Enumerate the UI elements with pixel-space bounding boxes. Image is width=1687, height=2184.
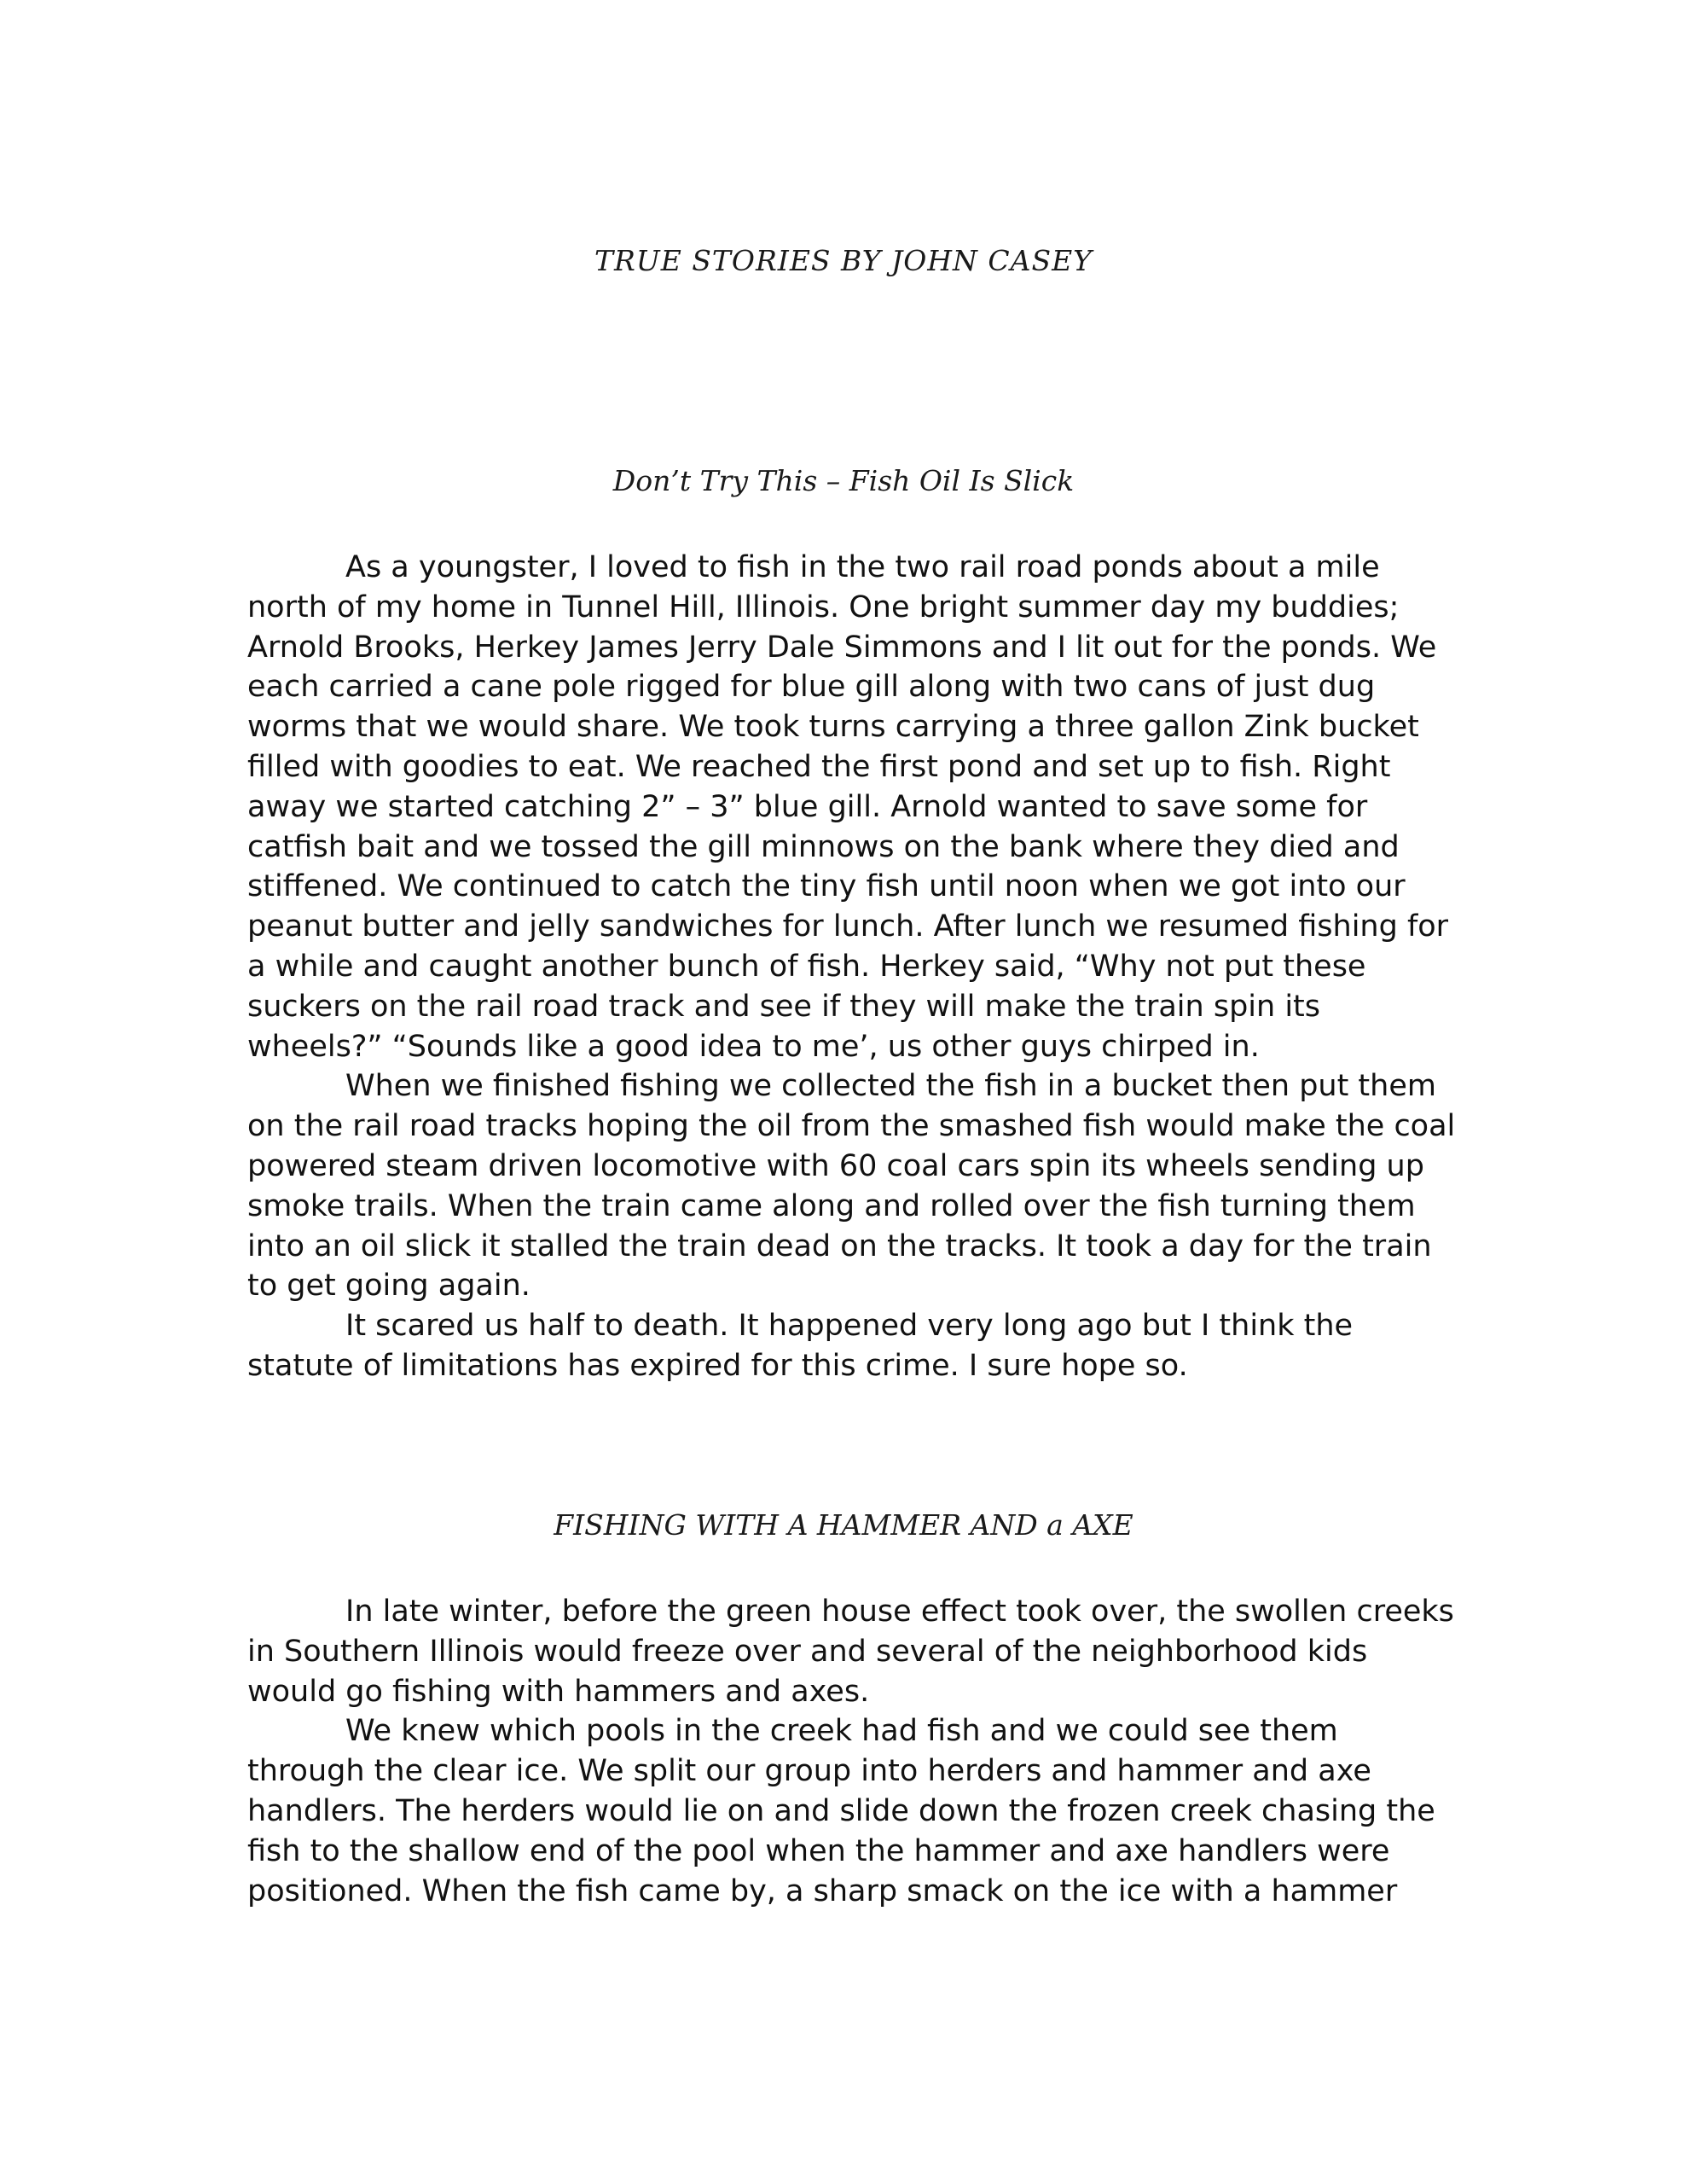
document-title: TRUE STORIES BY JOHN CASEY [594,244,1093,277]
paragraph: We knew which pools in the creek had fish and we could see them through the clear ice. We split our group into herders and hammer and axe handlers. The herders would lie on and slide down the frozen creek chasing the fish to the shallow end of the pool when the hammer and axe handlers were positioned. When the fish came by, a sharp smack on the ice with a hammer [247,1714,1435,1908]
paragraph: In late winter, before the green house effect took over, the swollen creeks in Southern Illinois would freeze over and several of the neighborhood kids would go fishing with hammers and axes. [247,1594,1454,1709]
story-title-hammer-axe: FISHING WITH A HAMMER AND a AXE [554,1508,1133,1542]
paragraph: As a youngster, I loved to fish in the two rail road ponds about a mile north of my home in Tunnel Hill, Illinois. One bright summer day my buddies; Arnold Brooks, Herkey James Jerry Dale Simmons and I lit out for the ponds. We each carried a cane pole rigged for blue gill along with two cans of just dug worms that we would share. We took turns carrying a three gallon Zink bucket filled with goodies to eat. We reached the first pond and set up to fish. Right away we started catching 2” – 3” blue gill. Arnold wanted to save some for catfish bait and we tossed the gill minnows on the bank where they died and stiffened. We continued to catch the tiny fish until noon when we got into our peanut butter and jelly sandwiches for lunch. After lunch we resumed fishing for a while and caught another bunch of fish. Herkey said, “Why not put these suckers on the rail road track and see if they will make the train spin its wheels?” “Sounds like a good idea to me’, us other guys chirped in. [247,550,1449,1064]
story-body-hammer-axe [247,1592,1458,1911]
story-body-fish-oil [247,548,1458,1386]
paragraph: When we finished fishing we collected the fish in a bucket then put them on the rail road tracks hoping the oil from the smashed fish would make the coal powered steam driven locomotive with 60 coal cars spin its wheels sending up smoke trails. When the train came along and rolled over the fish turning them into an oil slick it stalled the train dead on the tracks. It took a day for the train to get going again. [247,1069,1456,1304]
paragraph: It scared us half to death. It happened very long ago but I think the statute of limitations has expired for this crime. I sure hope so. [247,1309,1354,1383]
story-title-fish-oil: Don’t Try This – Fish Oil Is Slick [612,464,1075,497]
